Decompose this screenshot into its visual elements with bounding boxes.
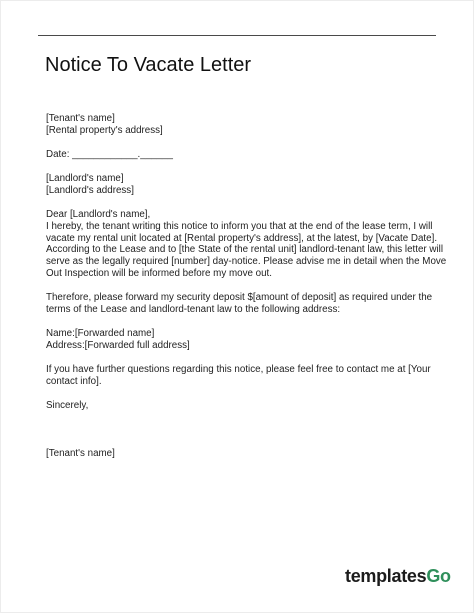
forward-name-line: Name:[Forwarded name] [46,328,155,340]
tenant-name-line: [Tenant's name] [46,113,115,124]
landlord-name-line: [Landlord's name] [46,172,124,184]
templatesgo-logo [345,565,451,587]
header-rule [38,35,436,36]
landlord-address-line: [Landlord's address] [46,184,134,196]
logo-text-go: Go [426,566,451,586]
closing-line: Sincerely, [46,399,89,411]
paragraph1-line: Out Inspection will be informed before my move out. [46,268,272,280]
paragraph1-line: vacate my rental unit located at [Rental property's address], at the latest, by [Vacate Date]. [46,232,438,244]
date-line: Date: ____________.______ [46,148,173,160]
paragraph1-line: I hereby, the tenant writing this notice to inform you that at the end of the lease term, I will [46,220,433,232]
tenant-address-line: [Rental property's address] [46,124,163,136]
letter-body [46,113,447,460]
signature-line: [Tenant's name] [46,447,115,459]
paragraph1-line: serve as the legally required [number] day-notice. Please advise me in detail when the Move [46,256,447,268]
paragraph3-line: contact info]. [46,375,102,387]
paragraph1-line: According to the Lease and to [the State of the rental unit] landlord-tenant law, this letter will [46,244,444,256]
paragraph3-line: If you have further questions regarding this notice, please feel free to contact me at [Your [46,363,431,375]
document-title: Notice To Vacate Letter [45,54,252,76]
forward-address-line: Address:[Forwarded full address] [46,339,190,351]
paragraph2-line: terms of the Lease and landlord-tenant law to the following address: [46,304,341,316]
paragraph2-line: Therefore, please forward my security deposit $[amount of deposit] as required under the [46,292,433,304]
logo-text-templates: templates [345,566,427,586]
salutation-line: Dear [Landlord's name], [46,208,151,220]
